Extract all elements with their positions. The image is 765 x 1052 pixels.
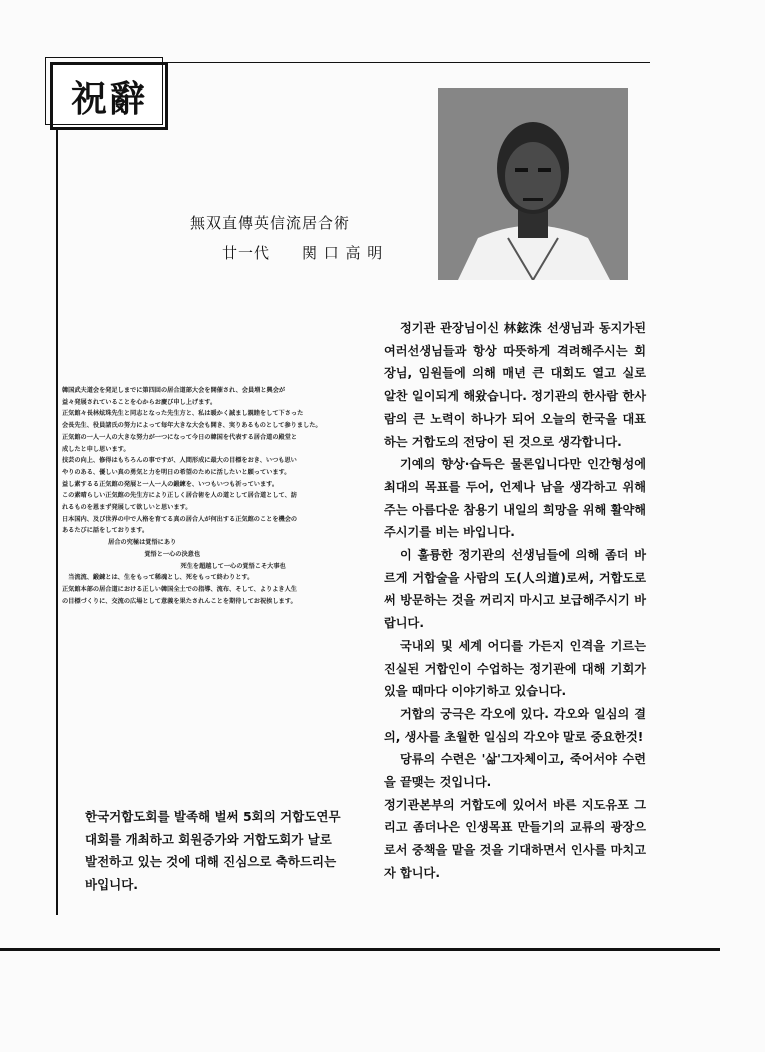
jp-line: 益々発展されていることを心からお慶び申し上げます。 (62, 398, 217, 406)
ko-paragraph: 정기관본부의 거합도에 있어서 바른 지도유포 그리고 좀더나은 인생목표 만들기의 교류의 광장으로서 중책을 맡을 것을 기대하면서 인사를 마치고자 합니다. (384, 797, 646, 880)
ko-paragraph: 거합의 궁극은 각오에 있다. 각오와 일심의 결의, 생사를 초월한 일심의 각오야 말로 중요한것! (384, 706, 646, 744)
author-school: 無双直傳英信流居合術 (190, 214, 351, 232)
korean-message (384, 317, 646, 885)
korean-summary: 한국거합도회를 발족해 벌써 5회의 거합도연무대회를 개최하고 회원증가와 거합도회가 날로 발전하고 있는 것에 대해 진심으로 축하드리는 바입니다. (85, 809, 341, 892)
jp-line: れるものを恩まず発展して欲しいと思います。 (62, 504, 192, 512)
jp-line: 居合の究極は覚悟にあり (102, 539, 177, 547)
portrait-illustration (438, 88, 628, 280)
jp-line: 技芸の向上、修得はもちろんの事ですが、人間形成に最大の目標をおき、いつも思い (62, 457, 297, 465)
japanese-message (62, 385, 342, 607)
jp-line: 当流流、鍛錬とは、生をもって稀魂とし、死をもって終わりとす。 (62, 574, 254, 582)
jp-line: 正気館の一人一人の大きな努力が一つになって今日の韓国を代表する居合道の殿堂と (62, 433, 298, 441)
jp-line: 覚悟と一心の決意也 (132, 550, 201, 558)
ko-paragraph: 당류의 수련은 '삶'그자체이고, 죽어서야 수련을 끝맺는 것입니다. (384, 752, 646, 790)
left-vertical-rule (56, 130, 58, 915)
ko-paragraph: 국내외 및 세계 어디를 가든지 인격을 기르는 진실된 거합인이 수업하는 정기관에 대해 기회가 있을 때마다 이야기하고 있습니다. (384, 638, 646, 699)
author-name: 廿一代 関 口 高 明 (222, 244, 384, 262)
ko-paragraph: 기예의 향상·습득은 물론입니다만 인간형성에 최대의 목표를 두어, 언제나 남을 생각하고 위해주는 아름다운 참용기 내일의 희망을 위해 활약해 주시기를 비는 바입니다. (384, 457, 646, 540)
jp-line: 日本国内、及び世界の中で人格を育てる真の居合人が何出する正気館のことを機会の (62, 515, 298, 523)
author-portrait (438, 88, 628, 280)
jp-line: 会長先生、役員諸氏の努力によって毎年大きな大会も開き、実りあるものとして参りました。 (62, 422, 322, 430)
top-rule (108, 62, 650, 63)
bottom-rule (0, 948, 720, 951)
jp-line: 成したと申し思います。 (62, 445, 130, 453)
page-title: 祝辭 (50, 62, 168, 130)
jp-line: 韓国武夫道会を発足しまでに第四回の居合道部大会を開催され、会員増と興会が (62, 387, 286, 394)
jp-line: この素晴らしい正気館の先生方により正しく居合術を人の道として居合道として、訪 (62, 492, 297, 500)
ko-paragraph: 정기관 관장님이신 林鉉洙 선생님과 동지가된 여러선생님들과 항상 따뜻하게 격려해주시는 회장님, 임원들에 의해 매년 큰 대회도 열고 실로 알찬 일이되게 해왔습니다. 정기관의 한사람 한사람의 큰 노력이 하나가 되어 오늘의 한국을 대표하는 거합도의 전당이 된 것으로 생각합니다. (384, 321, 646, 449)
jp-line: 正気館々長林炫珠先生と同志となった先生方と、私は暖かく誠まし親睦をして下さった (62, 410, 304, 418)
jp-line: あるたびに話をしております。 (62, 527, 149, 535)
jp-line: やりのある、優しい真の勇気と力を明日の希望のために活したいと願っています。 (62, 468, 291, 476)
jp-line: の目標づくりに、交流の広場として意義を果たされんことを期待してお祝挨します。 (62, 597, 297, 605)
jp-line: 益し素するる正気館の発展と一人一人の鍛練を、いつもいつも祈っています。 (62, 480, 279, 488)
jp-line: 正気館本部の居合道における正しい韓国全土での指導、流布、そして、よりよき人生 (62, 585, 297, 593)
ko-paragraph: 이 훌륭한 정기관의 선생님들에 의해 좀더 바르게 거합술을 사람의 도(人의道)로써, 거합도로써 방문하는 것을 꺼리지 마시고 보급해주시기 바랍니다. (384, 548, 646, 631)
jp-line: 死生を超越して一心の覚悟こそ大事也 (162, 562, 286, 570)
